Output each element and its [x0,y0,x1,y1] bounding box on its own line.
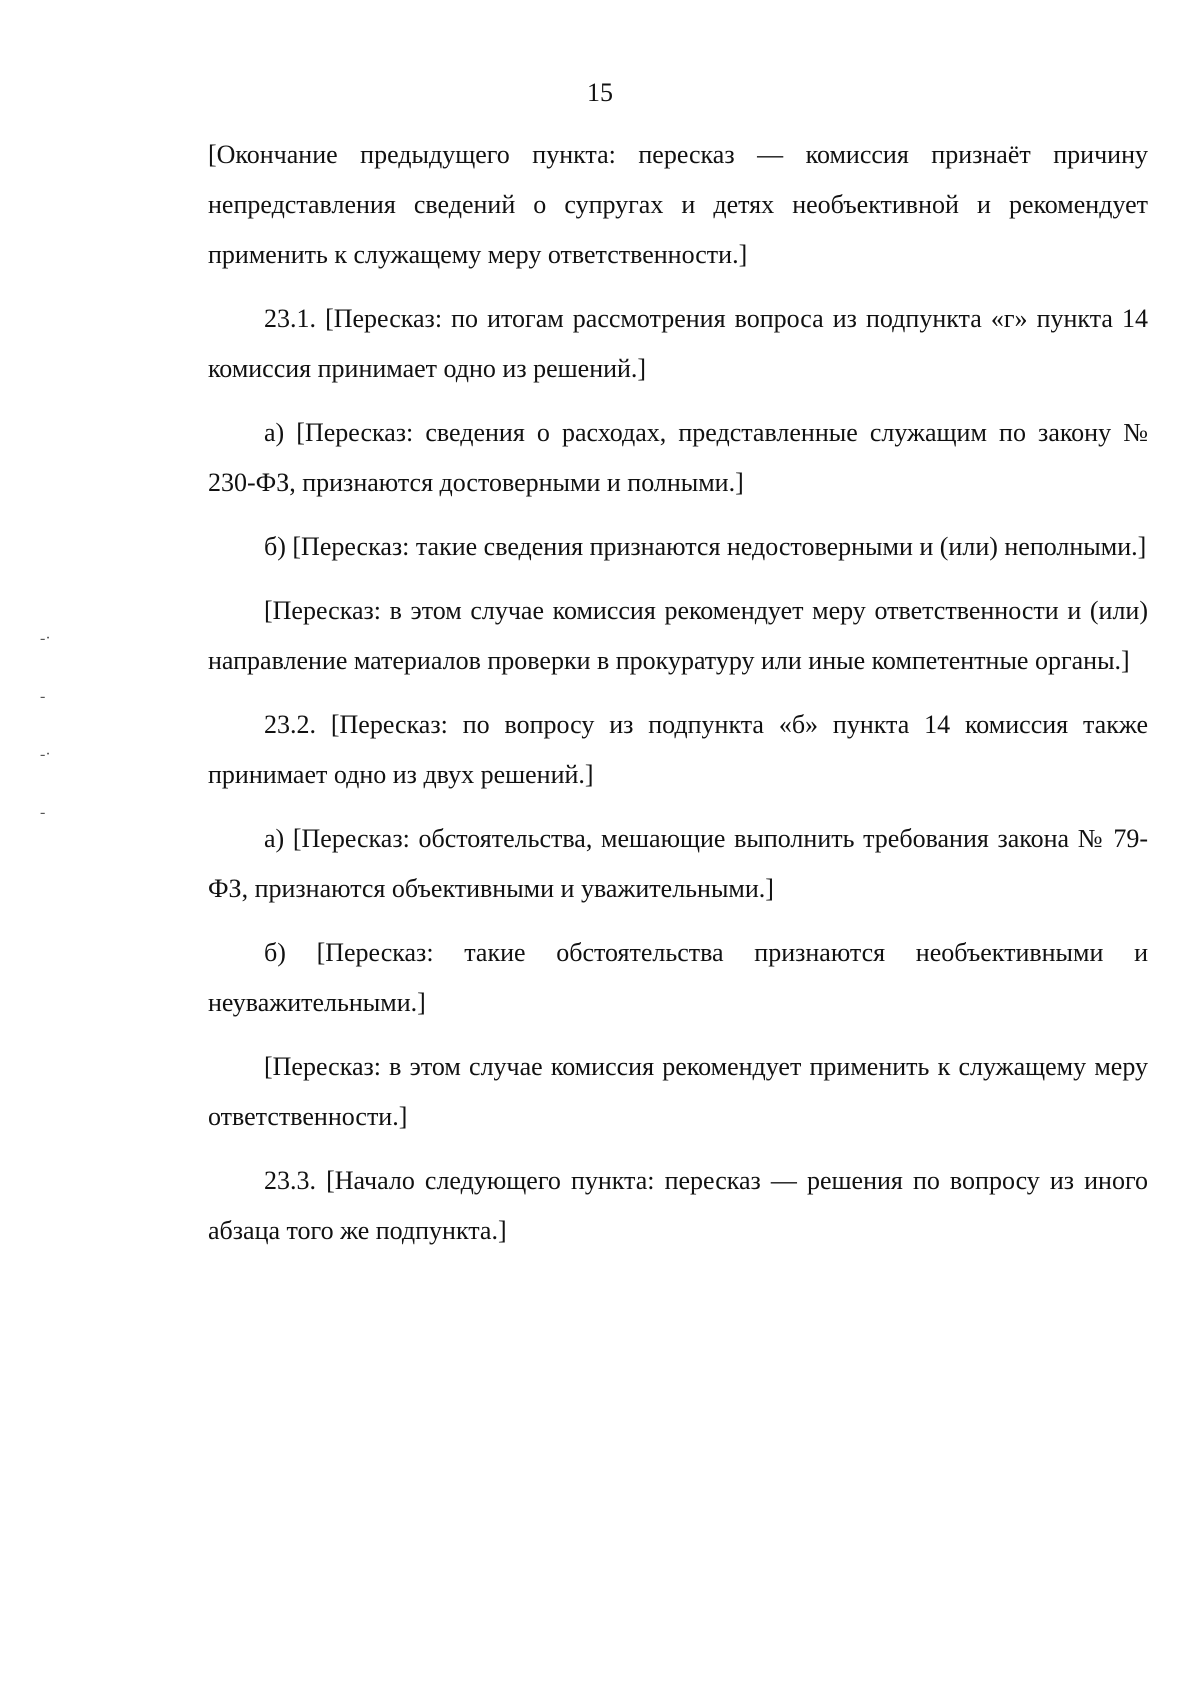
document-body [208,130,1148,1256]
page-number: 15 [587,78,613,107]
paragraph-23-2-b: б) [Пересказ: такие обстоятельства признаются необъективными и неуважительными.] [208,938,1148,1017]
paragraph-23-1-b: б) [Пересказ: такие сведения признаются недостоверными и (или) неполными.] [264,532,1147,561]
paragraph-23-1: 23.1. [Пересказ: по итогам рассмотрения вопроса из подпункта «г» пункта 14 комиссия принимает одно из решений.] [208,304,1148,383]
paragraph-23-2: 23.2. [Пересказ: по вопросу из подпункта «б» пункта 14 комиссия также принимает одно из двух решений.] [208,710,1148,789]
paragraph-23-2-a: а) [Пересказ: обстоятельства, мешающие выполнить требования закона № 79-ФЗ, признаются объективными и уважительными.] [208,824,1148,903]
paragraph-continuation: [Окончание предыдущего пункта: пересказ — комиссия признаёт причину непредставления сведений о супругах и детях необъективной и рекомендует применить к служащему меру ответственности.] [208,140,1148,269]
paragraph-23-1-a: а) [Пересказ: сведения о расходах, представленные служащим по закону № 230-ФЗ, признаются достоверными и полными.] [208,418,1148,497]
scan-margin-marks: -· - -· - [40,630,51,821]
paragraph-23-2-consequence: [Пересказ: в этом случае комиссия рекомендует применить к служащему меру ответственности.] [208,1052,1148,1131]
paragraph-23-3: 23.3. [Начало следующего пункта: пересказ — решения по вопросу из иного абзаца того же подпункта.] [208,1166,1148,1245]
paragraph-23-1-consequence: [Пересказ: в этом случае комиссия рекомендует меру ответственности и (или) направление материалов проверки в прокуратуру или иные компетентные органы.] [208,596,1148,675]
